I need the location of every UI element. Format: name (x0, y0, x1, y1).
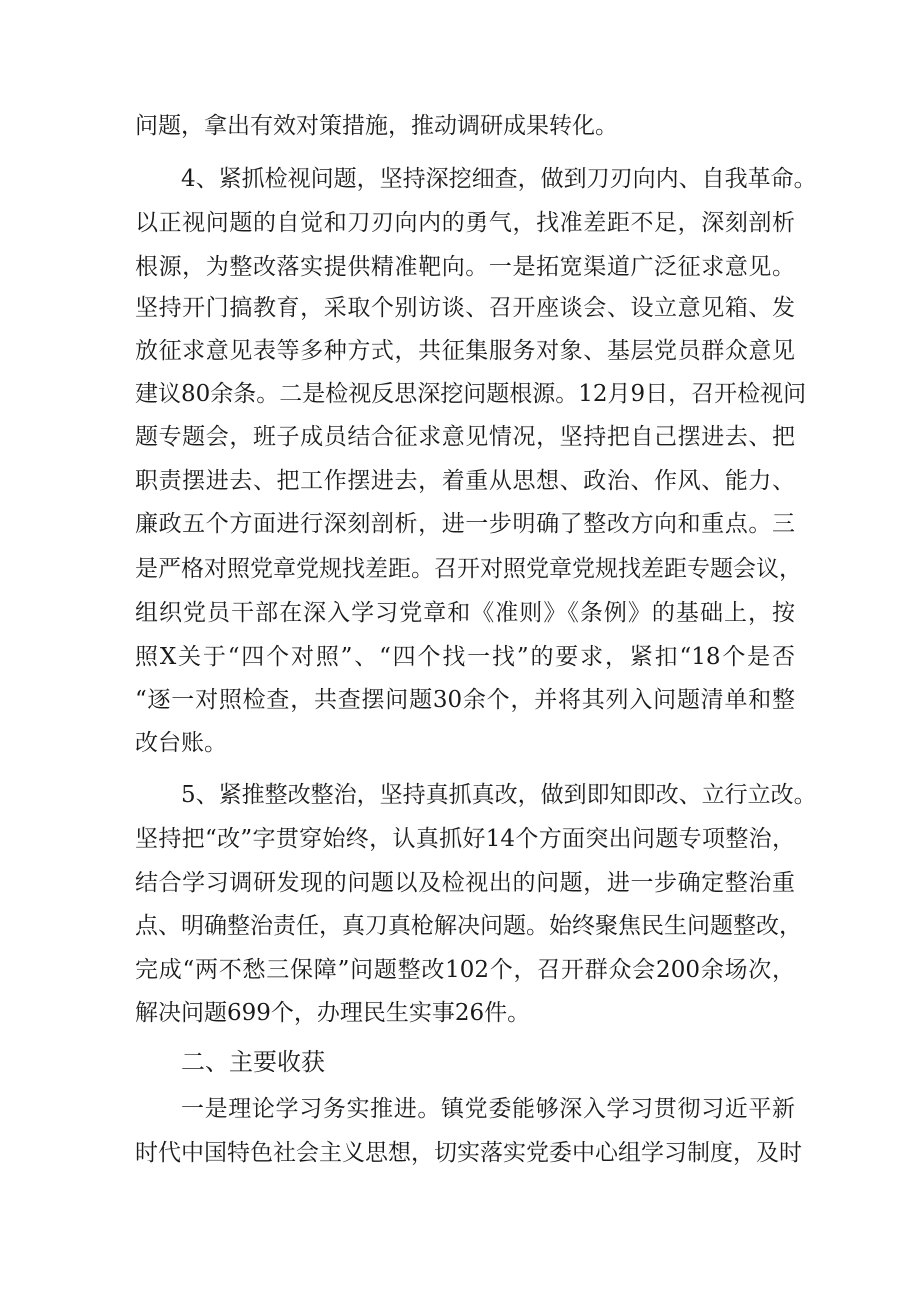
text-line-10: 廉政五个方面进行深刻剖析，进一步明确了整改方向和重点。三 (135, 511, 795, 537)
text-line-7: 建议80余条。二是检视反思深挖问题根源。12月9日，召开检视问 (135, 381, 807, 407)
text-line-18: 结合学习调研发现的问题以及检视出的问题，进一步确定整治重 (135, 870, 795, 896)
text-line-13: 照X关于“四个对照”、“四个找一找”的要求，紧扣“18个是否 (135, 644, 795, 670)
text-line-3: 以正视问题的自觉和刀刃向内的勇气，找准差距不足，深刻剖析 (135, 210, 795, 236)
text-line-17: 坚持把“改”字贯穿始终，认真抓好14个方面突出问题专项整治， (135, 826, 795, 852)
text-line-15: 改台账。 (135, 730, 227, 756)
text-line-11: 是严格对照党章党规找差距。召开对照党章党规找差距专题会议， (135, 556, 802, 582)
text-line-1: 问题，拿出有效对策措施，推动调研成果转化。 (135, 113, 618, 139)
text-line-4: 根源，为整改落实提供精准靶向。一是拓宽渠道广泛征求意见。 (135, 254, 795, 280)
text-line-2: 4、紧抓检视问题，坚持深挖细查，做到刀刃向内、自我革命。 (181, 166, 817, 192)
text-line-24: 时代中国特色社会主义思想，切实落实党委中心组学习制度，及时 (135, 1140, 802, 1166)
text-line-14: “逐一对照检查，共查摆问题30余个，并将其列入问题清单和整 (135, 687, 795, 713)
text-line-6: 放征求意见表等多种方式，共征集服务对象、基层党员群众意见 (135, 338, 795, 364)
text-line-8: 题专题会，班子成员结合征求意见情况，坚持把自己摆进去、把 (135, 424, 795, 450)
text-line-23: 一是理论学习务实推进。镇党委能够深入学习贯彻习近平新 (181, 1096, 795, 1122)
text-line-21: 解决问题699个，办理民生实事26件。 (135, 1000, 531, 1026)
text-line-20: 完成“两不愁三保障”问题整改102个，召开群众会200余场次， (135, 957, 795, 983)
text-line-19: 点、明确整治责任，真刀真枪解决问题。始终聚焦民生问题整改， (135, 913, 802, 939)
text-line-16: 5、紧推整改整治，坚持真抓真改，做到即知即改、立行立改。 (181, 782, 817, 808)
text-line-5: 坚持开门搞教育，采取个别访谈、召开座谈会、设立意见箱、发 (135, 295, 795, 321)
text-line-12: 组织党员干部在深入学习党章和《准则》《条例》的基础上，按 (135, 600, 795, 626)
text-line-9: 职责摆进去、把工作摆进去，着重从思想、政治、作风、能力、 (135, 468, 795, 494)
section-heading: 二、主要收获 (181, 1048, 325, 1076)
